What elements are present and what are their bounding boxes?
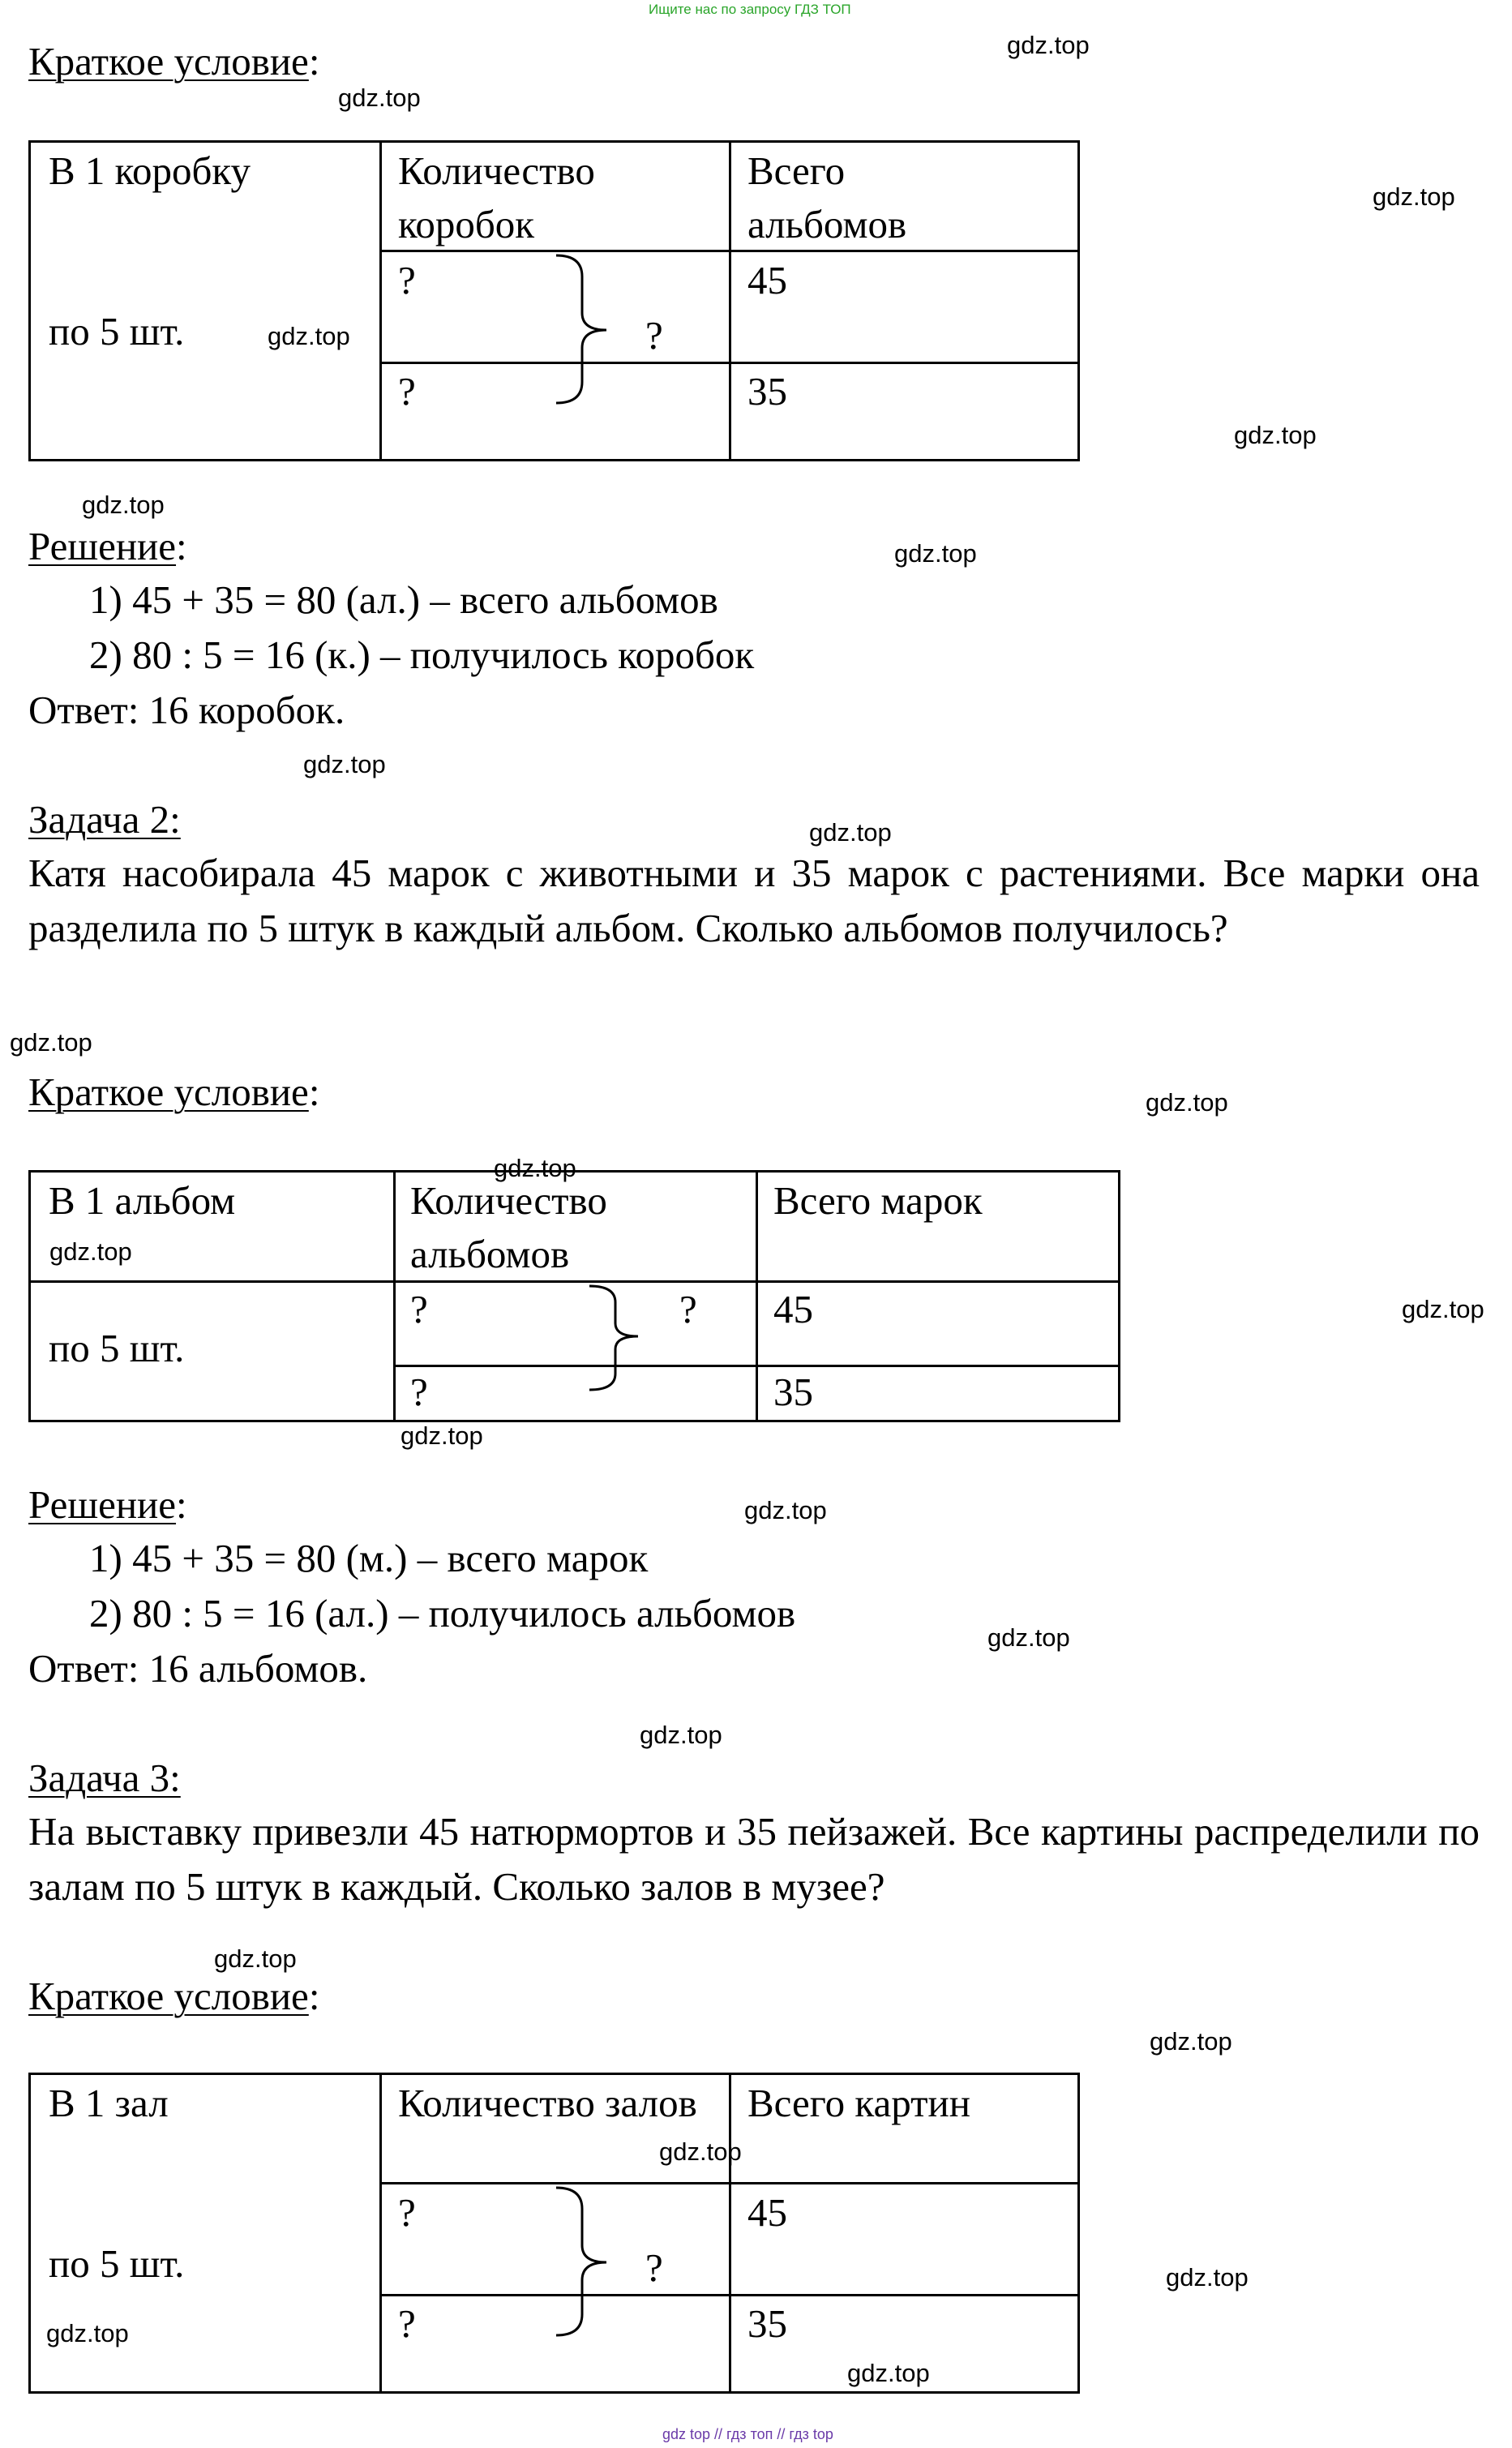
task1-step-1: 1) 45 + 35 = 80 (ал.) – всего альбомов bbox=[89, 577, 718, 622]
task2-condition-table bbox=[28, 1170, 1120, 1422]
task3-hall-count-q1: ? bbox=[398, 2190, 416, 2235]
task1-box-total-q: ? bbox=[645, 313, 663, 358]
task1-per-box-value: по 5 шт. bbox=[49, 309, 185, 354]
task3-condition-table bbox=[28, 2073, 1080, 2394]
footer-links: gdz top // гдз топ // гдз top bbox=[662, 2426, 833, 2442]
task3-header-hall-count: Количество залов bbox=[398, 2081, 697, 2125]
watermark: gdz.top bbox=[1007, 31, 1090, 59]
task1-header-total-albums: Всего альбомов bbox=[747, 148, 907, 247]
task1-box-count-q1: ? bbox=[398, 258, 416, 302]
watermark: gdz.top bbox=[1150, 2027, 1232, 2056]
top-banner: Ищите нас по запросу ГДЗ ТОП bbox=[649, 2, 851, 17]
task1-step-2: 2) 80 : 5 = 16 (к.) – получилось коробок bbox=[89, 632, 755, 677]
task2-step-2: 2) 80 : 5 = 16 (ал.) – получилось альбомов bbox=[89, 1591, 796, 1636]
task1-condition-table bbox=[28, 140, 1080, 461]
task1-header-box-count: Количество коробок bbox=[398, 148, 595, 247]
watermark: gdz.top bbox=[744, 1496, 827, 1524]
task2-header-per-album: В 1 альбом bbox=[49, 1178, 236, 1223]
task3-header-per-hall: В 1 зал bbox=[49, 2081, 169, 2125]
task2-header-total-stamps: Всего марок bbox=[773, 1178, 983, 1223]
task3-per-hall-value: по 5 шт. bbox=[49, 2241, 185, 2286]
watermark: gdz.top bbox=[894, 539, 977, 568]
task2-text: Катя насобирала 45 марок с животными и 35 марок с растениями. Все марки она разделила по 5 штук в каждый альбом. Сколько альбомов получилось? bbox=[28, 851, 1480, 950]
task1-total-45: 45 bbox=[747, 258, 787, 302]
watermark: gdz.top bbox=[1402, 1295, 1484, 1323]
task3-hall-total-q: ? bbox=[645, 2245, 663, 2290]
task1-box-count-q2: ? bbox=[398, 369, 416, 414]
watermark: gdz.top bbox=[214, 1944, 297, 1973]
watermark: gdz.top bbox=[494, 1154, 576, 1182]
task3-header-total-paintings: Всего картин bbox=[747, 2081, 970, 2125]
task2-header-album-count: Количество альбомов bbox=[410, 1178, 607, 1276]
task2-step-1: 1) 45 + 35 = 80 (м.) – всего марок bbox=[89, 1536, 649, 1580]
task2-total-45: 45 bbox=[773, 1287, 813, 1331]
task3-title: Задача 3: bbox=[28, 1756, 181, 1800]
task1-answer: Ответ: 16 коробок. bbox=[28, 688, 345, 732]
watermark: gdz.top bbox=[1234, 421, 1317, 449]
task3-hall-count-q2: ? bbox=[398, 2301, 416, 2346]
task2-answer: Ответ: 16 альбомов. bbox=[28, 1646, 368, 1691]
task2-per-album-value: по 5 шт. bbox=[49, 1326, 185, 1370]
watermark: gdz.top bbox=[338, 84, 421, 112]
task3-condition-label: Краткое условие: bbox=[28, 1974, 320, 2018]
watermark: gdz.top bbox=[640, 1721, 722, 1749]
task2-album-count-q2: ? bbox=[410, 1370, 428, 1414]
task1-brace-icon bbox=[550, 252, 647, 406]
watermark: gdz.top bbox=[303, 750, 386, 778]
task2-total-35: 35 bbox=[773, 1370, 813, 1414]
watermark: gdz.top bbox=[847, 2359, 930, 2387]
task1-header-per-box: В 1 коробку bbox=[49, 148, 251, 193]
watermark: gdz.top bbox=[659, 2137, 742, 2166]
watermark: gdz.top bbox=[82, 491, 165, 519]
watermark: gdz.top bbox=[268, 322, 350, 350]
task3-total-35: 35 bbox=[747, 2301, 787, 2346]
watermark: gdz.top bbox=[46, 2319, 129, 2347]
watermark: gdz.top bbox=[1373, 182, 1455, 211]
watermark: gdz.top bbox=[1146, 1088, 1228, 1117]
watermark: gdz.top bbox=[10, 1028, 92, 1057]
watermark: gdz.top bbox=[49, 1237, 132, 1266]
task2-album-total-q: ? bbox=[679, 1287, 697, 1331]
task1-solution-label: Решение: bbox=[28, 524, 187, 568]
task1-condition-label: Краткое условие: bbox=[28, 39, 320, 84]
task2-album-count-q1: ? bbox=[410, 1287, 428, 1331]
task2-brace-icon bbox=[586, 1283, 683, 1396]
watermark: gdz.top bbox=[809, 818, 892, 847]
task1-total-35: 35 bbox=[747, 369, 787, 414]
task3-text: На выставку привезли 45 натюрмортов и 35 пейзажей. Все картины распределили по залам по 5 штук в каждый. Сколько залов в музее? bbox=[28, 1809, 1480, 1909]
watermark: gdz.top bbox=[987, 1623, 1070, 1652]
task2-solution-label: Решение: bbox=[28, 1482, 187, 1527]
task2-title: Задача 2: bbox=[28, 797, 181, 842]
watermark: gdz.top bbox=[400, 1421, 483, 1450]
task2-condition-label: Краткое условие: bbox=[28, 1070, 320, 1114]
watermark: gdz.top bbox=[1166, 2263, 1249, 2292]
task3-total-45: 45 bbox=[747, 2190, 787, 2235]
task3-brace-icon bbox=[550, 2184, 647, 2339]
